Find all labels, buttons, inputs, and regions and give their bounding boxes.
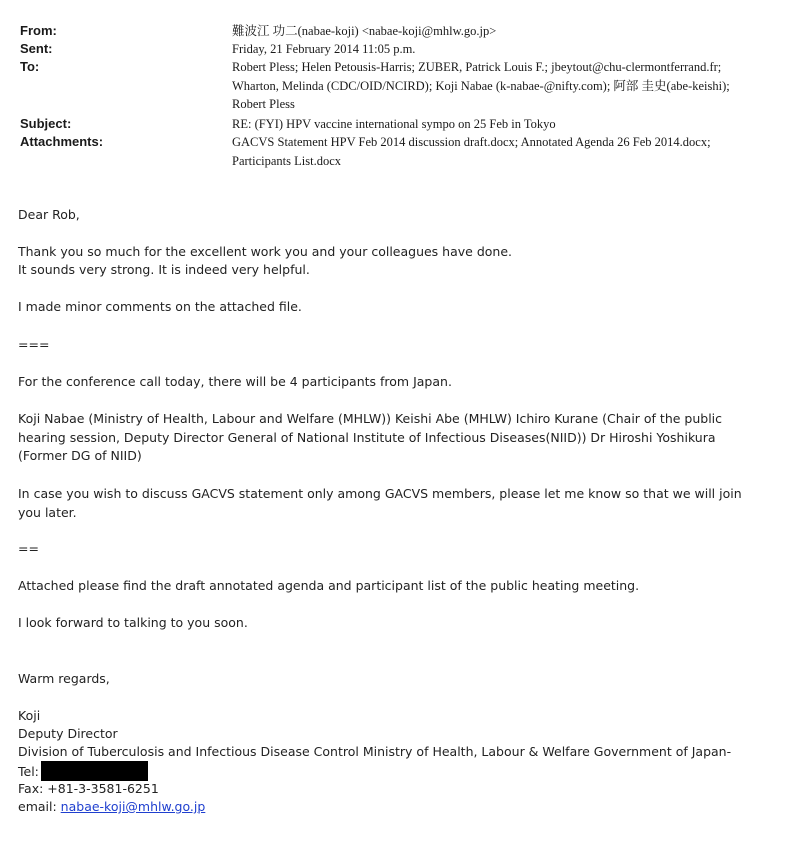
to-label: To: bbox=[20, 59, 40, 74]
redaction-box bbox=[41, 761, 148, 781]
signature-fax: Fax: +81-3-3581-6251 bbox=[18, 781, 159, 796]
to-value: Robert Pless; Helen Petousis-Harris; ZUBER, Patrick Louis F.; jbeytout@chu-clermontferrand.fr; Wharton, Melinda (CDC/OID/NCIRD); Koji Nabae (k-nabae-@nifty.com); 阿部 圭史(abe-keishi); Robert Pless bbox=[232, 60, 730, 111]
paragraph-participants-intro: For the conference call today, there will be 4 participants from Japan. bbox=[18, 374, 452, 389]
paragraph-look-forward: I look forward to talking to you soon. bbox=[18, 615, 248, 630]
subject-label: Subject: bbox=[20, 116, 72, 131]
attachments-value: GACVS Statement HPV Feb 2014 discussion draft.docx; Annotated Agenda 26 Feb 2014.docx; Participants List.docx bbox=[232, 135, 711, 168]
paragraph-gacvs: In case you wish to discuss GACVS statement only among GACVS members, please let me know so that we will join you later. bbox=[18, 486, 742, 520]
from-label: From: bbox=[20, 23, 57, 38]
sent-value: Friday, 21 February 2014 11:05 p.m. bbox=[232, 42, 416, 56]
paragraph-comments: I made minor comments on the attached file. bbox=[18, 299, 302, 314]
email-label: email: bbox=[18, 799, 57, 814]
paragraph-thanks-line1: Thank you so much for the excellent work you and your colleagues have done. bbox=[18, 244, 512, 259]
tel-label: Tel: bbox=[18, 764, 39, 779]
signature-tel bbox=[18, 761, 758, 782]
signature-title: Deputy Director bbox=[18, 726, 118, 741]
paragraph-thanks-line2: It sounds very strong. It is indeed very helpful. bbox=[18, 262, 310, 277]
paragraph-participants: Koji Nabae (Ministry of Health, Labour and Welfare (MHLW)) Keishi Abe (MHLW) Ichiro Kurane (Chair of the public hearing session, Deputy Director General of National Institute of Infectious Diseases(NIID)) Dr Hiroshi Yoshikura (Former DG of NIID) bbox=[18, 411, 723, 463]
signature-name: Koji bbox=[18, 708, 41, 723]
attachments-label: Attachments: bbox=[20, 134, 104, 149]
closing: Warm regards, bbox=[18, 671, 110, 686]
signature-email bbox=[18, 798, 758, 817]
separator: === bbox=[18, 337, 50, 352]
from-value: 難波江 功二(nabae-koji) <nabae-koji@mhlw.go.jp> bbox=[232, 24, 497, 38]
subject-value: RE: (FYI) HPV vaccine international sympo on 25 Feb in Tokyo bbox=[232, 117, 556, 131]
email-link[interactable]: nabae-koji@mhlw.go.jp bbox=[60, 799, 206, 814]
greeting: Dear Rob, bbox=[18, 207, 80, 222]
paragraph-attached: Attached please find the draft annotated agenda and participant list of the public heating meeting. bbox=[18, 578, 640, 593]
signature-division: Division of Tuberculosis and Infectious Disease Control Ministry of Health, Labour & Welfare Government of Japan- bbox=[18, 744, 732, 759]
separator: == bbox=[18, 541, 39, 556]
sent-label: Sent: bbox=[20, 41, 53, 56]
